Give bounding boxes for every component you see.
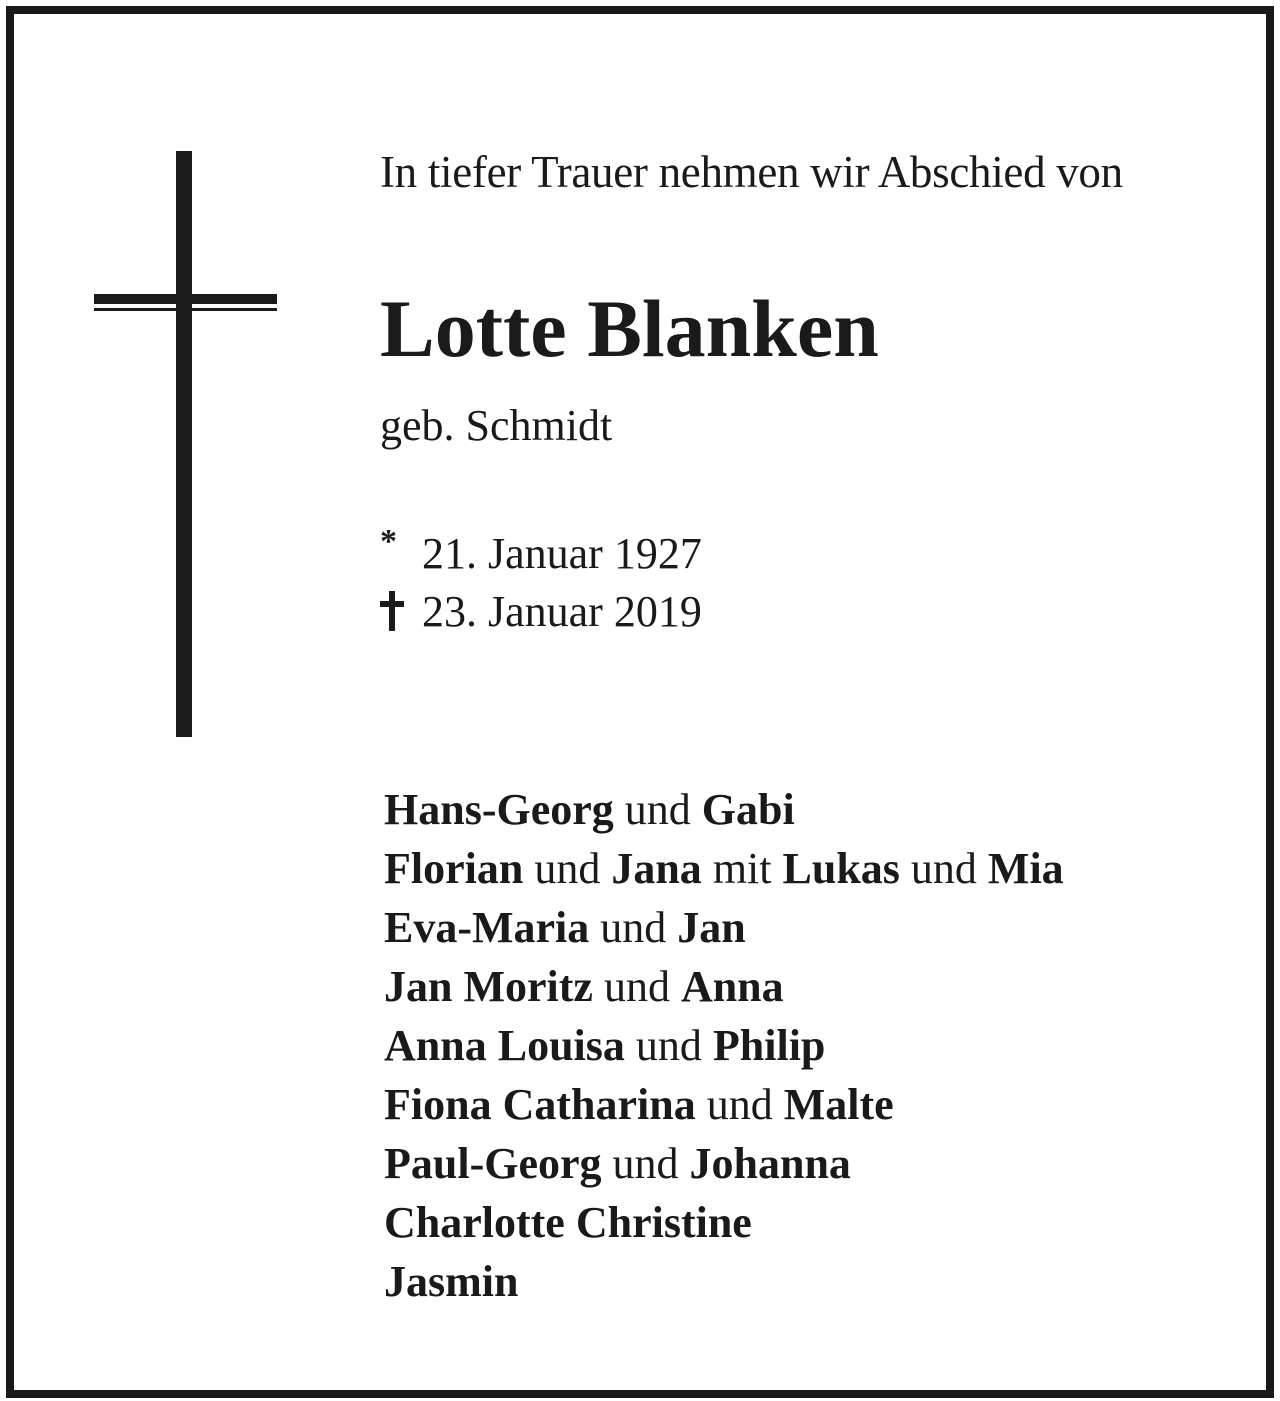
mourner-name: Hans-Georg — [384, 785, 614, 834]
mourner-name: Mia — [987, 844, 1064, 893]
mourner-connector: mit — [701, 844, 783, 893]
mourner-connector: und — [624, 1021, 713, 1070]
mourner-connector: und — [899, 844, 988, 893]
mourner-name: Jan Moritz — [384, 962, 593, 1011]
mourner-name: Anna — [680, 962, 784, 1011]
mourner-line — [384, 1134, 1064, 1193]
mourner-name: Philip — [712, 1021, 826, 1070]
cross-horizontal-beam — [94, 294, 277, 304]
intro-text: In tiefer Trauer nehmen wir Abschied von — [380, 147, 1123, 197]
mourner-connector: und — [601, 1139, 690, 1188]
mourner-connector: und — [589, 903, 678, 952]
mourner-name: Johanna — [689, 1139, 851, 1188]
mourner-name: Jana — [611, 844, 702, 893]
death-date-row — [380, 586, 702, 637]
mourner-connector: und — [613, 785, 702, 834]
mourner-name: Paul-Georg — [384, 1139, 602, 1188]
birth-date-row — [380, 522, 702, 579]
mourner-line — [384, 898, 1064, 957]
mourner-name: Florian — [384, 844, 524, 893]
mourner-connector: und — [695, 1080, 784, 1129]
mourner-line — [384, 780, 1064, 839]
mourners-list — [384, 780, 1064, 1311]
mourner-name: Anna Louisa — [384, 1021, 625, 1070]
mourner-name: Jasmin — [384, 1257, 519, 1306]
mourner-line — [384, 1075, 1064, 1134]
deceased-name: Lotte Blanken — [380, 283, 879, 374]
mourner-line — [384, 1193, 1064, 1252]
mourner-name: Eva-Maria — [384, 903, 590, 952]
notice-frame — [6, 6, 1274, 1398]
mourner-connector: und — [592, 962, 681, 1011]
death-cross-icon — [380, 591, 404, 631]
death-date: 23. Januar 2019 — [422, 587, 702, 636]
maiden-name: geb. Schmidt — [380, 401, 613, 450]
mourner-name: Jan — [677, 903, 746, 952]
mourner-name: Fiona Catharina — [384, 1080, 696, 1129]
birth-date: 21. Januar 1927 — [422, 529, 702, 578]
mourner-line — [384, 1252, 1064, 1311]
mourner-connector: und — [523, 844, 612, 893]
cross-vertical-beam — [176, 151, 192, 737]
cross-horizontal-beam-rule — [94, 308, 277, 311]
mourner-name: Charlotte Christine — [384, 1198, 752, 1247]
mourner-line — [384, 957, 1064, 1016]
birth-star-icon: * — [380, 522, 397, 560]
mourner-name: Lukas — [782, 844, 900, 893]
mourner-name: Malte — [783, 1080, 894, 1129]
mourner-line — [384, 1016, 1064, 1075]
mourner-name: Gabi — [701, 785, 795, 834]
mourner-line — [384, 839, 1064, 898]
